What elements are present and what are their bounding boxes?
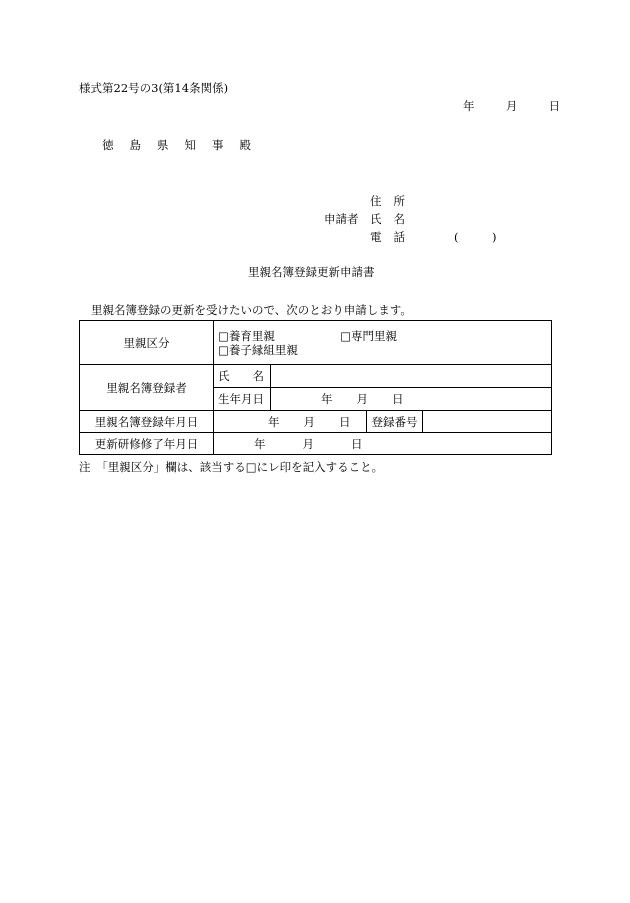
birth-year-label: 年 [321, 392, 333, 406]
registrant-label: 里親名簿登録者 [80, 365, 214, 411]
phone-label-char: 電 [370, 230, 382, 244]
phone-label [370, 230, 405, 244]
form-number: 様式第22号の3(第14条関係) [79, 81, 229, 95]
address-label-char: 所 [393, 194, 405, 208]
table-row [80, 321, 552, 365]
addressee-char: 事 [212, 138, 224, 152]
registrant-name-label: 氏 名 [214, 365, 271, 388]
submission-date [463, 99, 560, 113]
addressee-char: 知 [184, 138, 196, 152]
addressee-char: 殿 [239, 138, 251, 152]
addressee-char: 徳 [102, 138, 114, 152]
date-year-label: 年 [463, 99, 475, 113]
application-table [79, 320, 552, 455]
reg-month-label: 月 [303, 414, 315, 429]
reg-year-label: 年 [268, 414, 280, 429]
name-label-char: 氏 [370, 212, 382, 226]
registration-date-field[interactable] [214, 411, 367, 433]
option-specialized-foster-checkbox[interactable]: □専門里親 [340, 328, 398, 343]
date-month-label: 月 [505, 99, 518, 113]
address-label-char: 住 [370, 194, 382, 208]
birth-date-field[interactable] [271, 388, 552, 411]
addressee-char: 県 [157, 138, 169, 152]
applicant-label: 申請者 [324, 212, 359, 226]
registration-number-label: 登録番号 [367, 411, 423, 433]
option-adoption-foster-checkbox[interactable]: □養子縁組里親 [218, 342, 298, 357]
birth-month-label: 月 [356, 392, 368, 406]
table-row [80, 433, 552, 455]
phone-paren-close: ) [492, 230, 497, 244]
addressee-char: 島 [129, 138, 141, 152]
training-month-label: 月 [302, 436, 314, 451]
foster-category-options [214, 321, 552, 365]
birth-day-label: 日 [392, 392, 404, 406]
registration-number-field[interactable] [423, 411, 552, 433]
phone-paren-open: ( [454, 230, 459, 244]
registrant-name-field[interactable] [271, 365, 552, 388]
training-completion-label: 更新研修修了年月日 [80, 433, 214, 455]
training-year-label: 年 [254, 436, 266, 451]
phone-label-char: 話 [393, 230, 405, 244]
option-raising-foster-checkbox[interactable]: □養育里親 [218, 328, 275, 343]
foster-category-label: 里親区分 [80, 321, 214, 365]
training-completion-field[interactable] [214, 433, 552, 455]
training-day-label: 日 [351, 436, 363, 451]
date-day-label: 日 [548, 99, 561, 113]
name-label-char: 名 [393, 212, 405, 226]
intro-text: 里親名簿登録の更新を受けたいので、次のとおり申請します。 [91, 303, 412, 317]
name-label [370, 212, 405, 226]
table-row [80, 411, 552, 433]
document-title: 里親名簿登録更新申請書 [248, 265, 375, 279]
note-text: 注 「里親区分」欄は、該当する□にレ印を記入すること。 [79, 460, 384, 474]
reg-day-label: 日 [339, 414, 351, 429]
addressee [102, 138, 251, 152]
registration-date-label: 里親名簿登録年月日 [80, 411, 214, 433]
address-label [370, 194, 405, 208]
table-row [80, 365, 552, 388]
birth-date-label: 生年月日 [214, 388, 271, 411]
